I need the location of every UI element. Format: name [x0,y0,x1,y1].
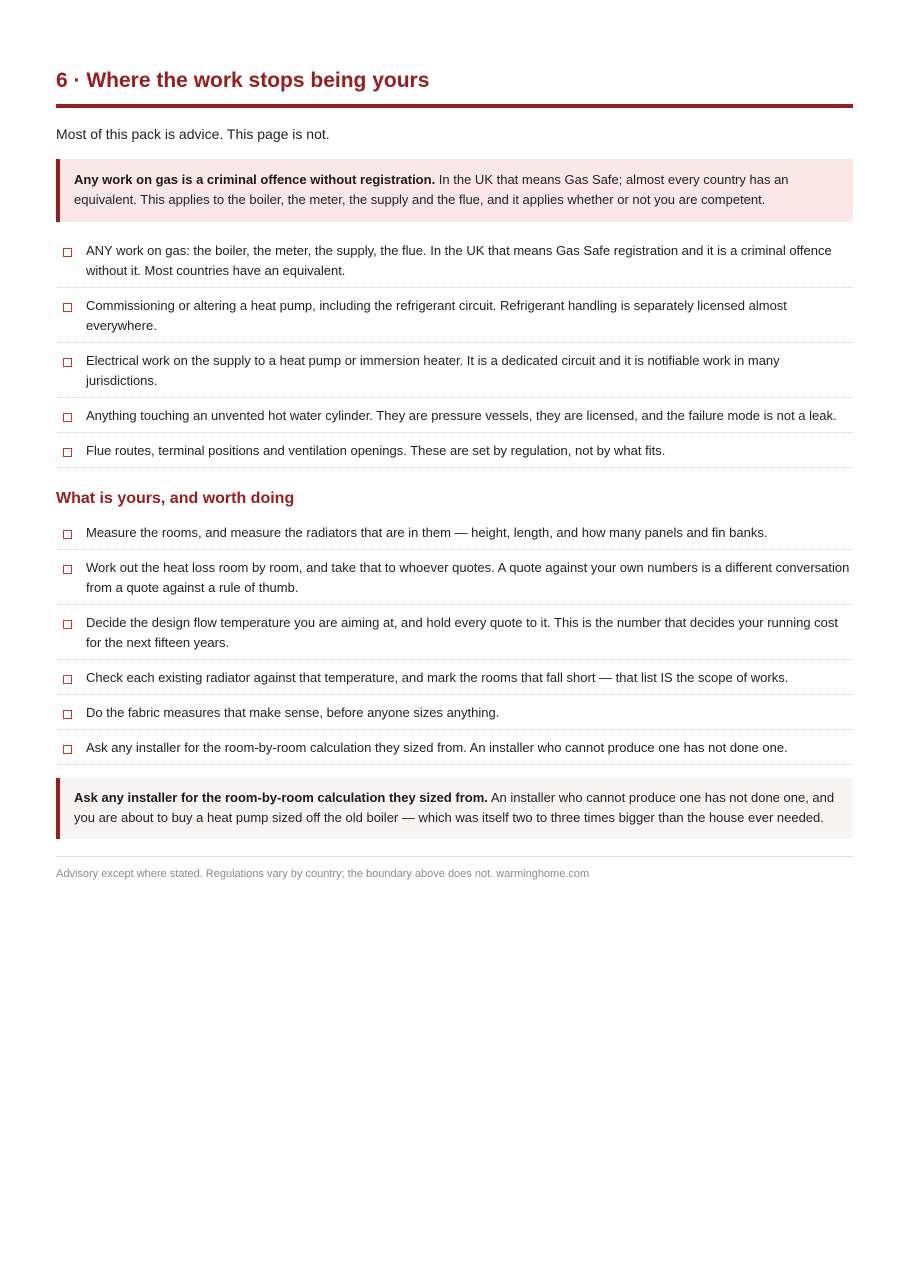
note-callout-bold: Ask any installer for the room-by-room calculation they sized from. [74,790,488,805]
note-callout [56,778,853,839]
page-title: 6 · Where the work stops being yours [56,66,853,108]
checkbox-icon[interactable] [63,413,72,422]
checkbox-icon[interactable] [63,710,72,719]
not-yours-checklist [56,238,853,468]
checkbox-icon[interactable] [63,248,72,257]
note-callout-text: An installer who cannot produce one has not done one, and you are about to buy a heat pump sized off the old boiler — which was itself two to three times bigger than the house ever needed. [74,790,835,825]
checkbox-icon[interactable] [63,303,72,312]
checkbox-icon[interactable] [63,358,72,367]
checklist-item-text: Work out the heat loss room by room, and take that to whoever quotes. A quote against your own numbers is a different conversation from a quote against a rule of thumb. [86,560,850,595]
checklist-item [56,735,853,765]
warning-callout-text: In the UK that means Gas Safe; almost every country has an equivalent. This applies to the boiler, the meter, the supply and the flue, and it applies whether or not you are competent. [74,172,789,207]
intro-text: Most of this pack is advice. This page is not. [56,126,330,142]
checkbox-icon[interactable] [63,745,72,754]
document-page [56,0,853,881]
checklist-item-text: Flue routes, terminal positions and ventilation openings. These are set by regulation, not by what fits. [86,443,666,458]
checkbox-icon[interactable] [63,530,72,539]
checklist-item [56,610,853,660]
checkbox-icon[interactable] [63,620,72,629]
checklist-item-text: ANY work on gas: the boiler, the meter, the supply, the flue. In the UK that means Gas Safe registration and it is a criminal offence without it. Most countries have an equivalent. [86,243,832,278]
checklist-item [56,665,853,695]
checklist-item-text: Measure the rooms, and measure the radiators that are in them — height, length, and how many panels and fin banks. [86,525,768,540]
checklist-item [56,348,853,398]
checklist-item [56,293,853,343]
checklist-item-text: Commissioning or altering a heat pump, including the refrigerant circuit. Refrigerant handling is separately licensed almost everywhere. [86,298,787,333]
warning-callout-bold: Any work on gas is a criminal offence without registration. [74,172,436,187]
checklist-item [56,238,853,288]
checklist-item-text: Do the fabric measures that make sense, before anyone sizes anything. [86,705,500,720]
checklist-item-text: Electrical work on the supply to a heat pump or immersion heater. It is a dedicated circuit and it is notifiable work in many jurisdictions. [86,353,780,388]
checklist-item-text: Ask any installer for the room-by-room calculation they sized from. An installer who cannot produce one has not done one. [86,740,788,755]
checklist-item [56,520,853,550]
checklist-item [56,438,853,468]
page-footer: Advisory except where stated. Regulations vary by country; the boundary above does not. warminghome.com [56,856,853,881]
checklist-item [56,403,853,433]
checklist-item [56,700,853,730]
checkbox-icon[interactable] [63,448,72,457]
section-title: What is yours, and worth doing [56,490,295,507]
checklist-item-text: Decide the design flow temperature you are aiming at, and hold every quote to it. This is the number that decides your running cost for the next fifteen years. [86,615,839,650]
yours-checklist [56,520,853,765]
warning-callout [56,159,853,222]
checklist-item [56,555,853,605]
checklist-item-text: Check each existing radiator against that temperature, and mark the rooms that fall short — that list IS the scope of works. [86,670,789,685]
checkbox-icon[interactable] [63,565,72,574]
checklist-item-text: Anything touching an unvented hot water cylinder. They are pressure vessels, they are licensed, and the failure mode is not a leak. [86,408,837,423]
checkbox-icon[interactable] [63,675,72,684]
